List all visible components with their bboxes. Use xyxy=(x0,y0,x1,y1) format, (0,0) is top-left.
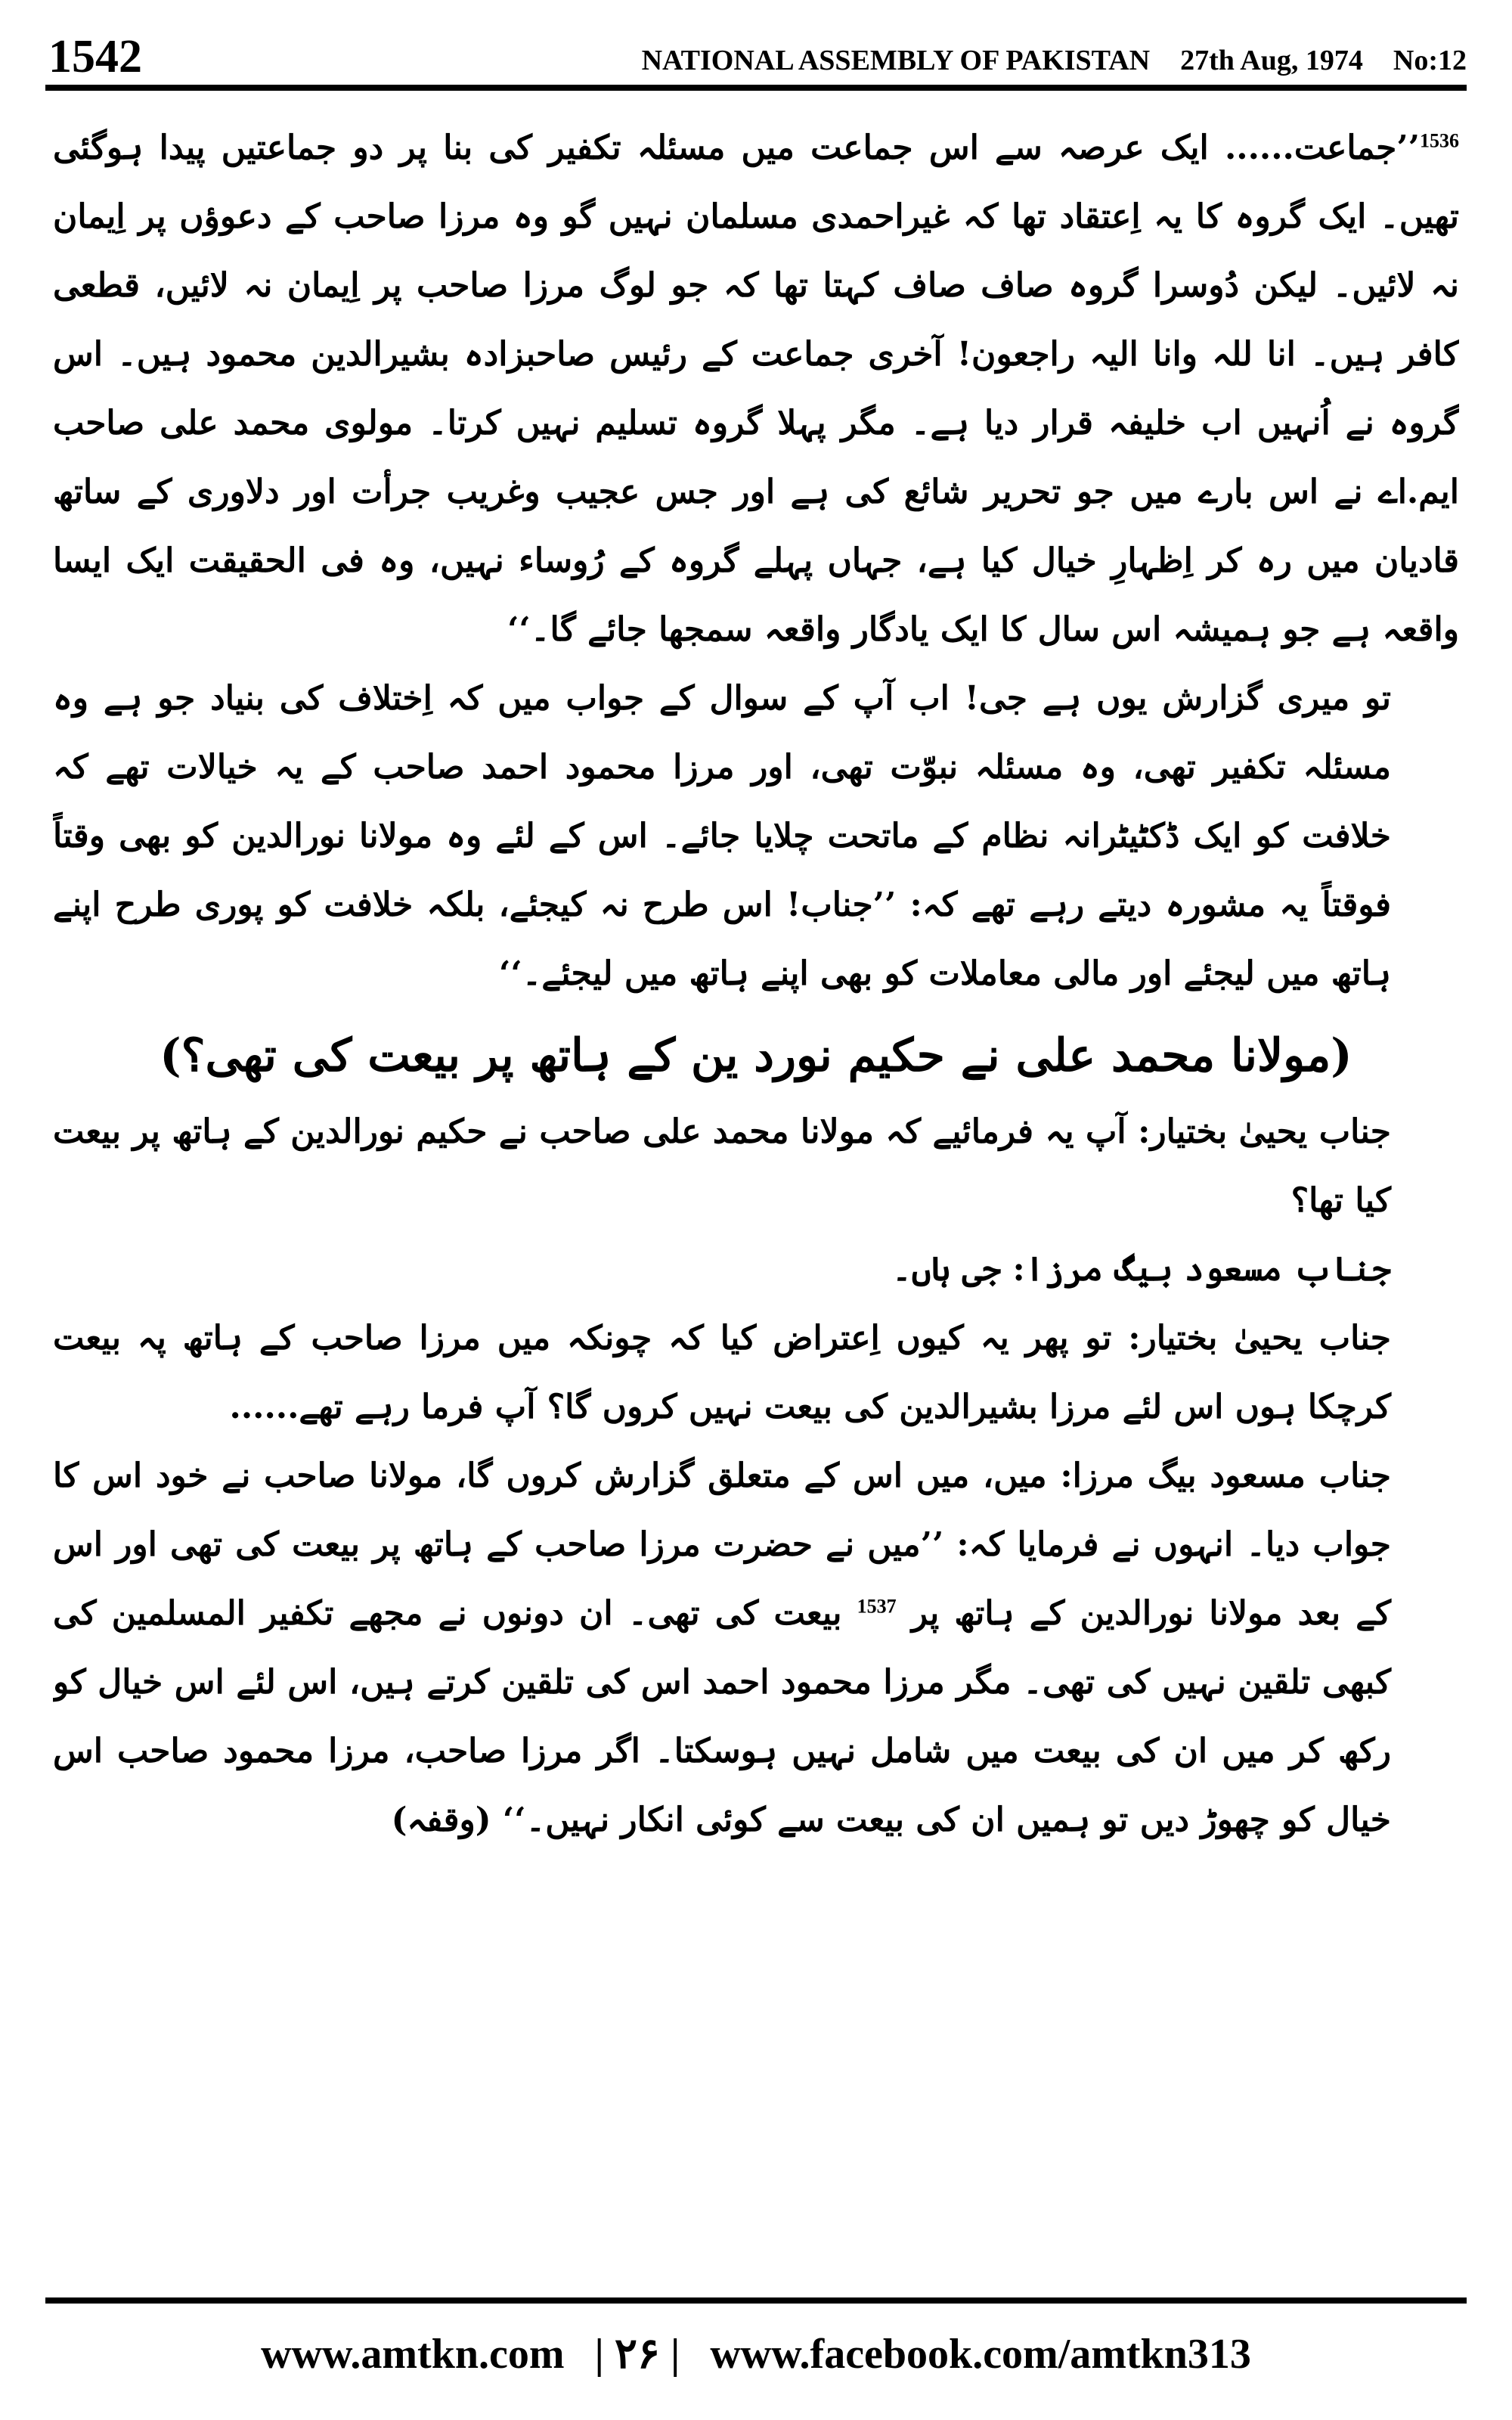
speaker-masood-baig-mirza-2: جناب مسعود بیگ مرزا: xyxy=(1060,1457,1391,1495)
answer-1 xyxy=(53,1235,1459,1304)
speaker-masood-baig-mirza-1: جناب مسعود بیگ مرزا: xyxy=(1012,1250,1391,1289)
answer-2-text-part-1: میں، میں اس کے متعلق گزارش کروں گا، مولانا صاحب نے خود اس کا جواب دیا۔ انہوں نے فرمایا کہ: ’’میں نے حضرت مرزا صاحب کے ہاتھ پر بیعت کی تھی اور اس کے بعد مولانا نورالدین کے ہاتھ پر xyxy=(53,1457,1391,1633)
answer-1-text: جی ہاں۔ xyxy=(891,1250,1013,1289)
running-head xyxy=(408,44,1467,77)
question-1 xyxy=(53,1097,1459,1235)
question-2-text: تو پھر یہ کیوں اِعتراض کیا کہ چونکہ میں مرزا صاحب کے ہاتھ پہ بیعت کرچکا ہوں اس لئے مرزا بشیرالدین کی بیعت نہیں کروں گا؟ آپ فرما رہے تھے...... xyxy=(53,1319,1391,1426)
header-issue: No:12 xyxy=(1393,45,1467,76)
footnote-marker-1536: 1536 xyxy=(1420,129,1459,152)
footer-page-marker: | ۲۶ | xyxy=(594,2331,680,2378)
header-title: NATIONAL ASSEMBLY OF PAKISTAN xyxy=(641,45,1151,76)
question-1-text: آپ یہ فرمائیے کہ مولانا محمد علی صاحب نے حکیم نورالدین کے ہاتھ پر بیعت کیا تھا؟ xyxy=(53,1112,1391,1220)
footer-website-link[interactable]: www.amtkn.com xyxy=(261,2330,565,2378)
answer-2 xyxy=(53,1441,1459,1854)
page-body xyxy=(53,113,1459,2276)
page-number: 1542 xyxy=(48,31,142,82)
quote-paragraph-1-text: ’’جماعت...... ایک عرصہ سے اس جماعت میں مسئلہ تکفیر کی بنا پر دو جماعتیں پیدا ہوگئی تھیں۔ ایک گروہ کا یہ اِعتقاد تھا کہ غیراحمدی مسلمان نہیں گو وہ مرزا صاحب کے دعوؤں پر اِیمان نہ لائیں۔ لیکن دُوسرا گروہ صاف صاف کہتا تھا کہ جو لوگ مرزا صاحب پر اِیمان نہ لائیں، قطعی کافر ہیں۔ انا للہ وانا الیہ راجعون! آخری جماعت کے رئیس صاحبزادہ بشیرالدین محمود ہیں۔ اس گروہ نے اُنہیں اب خلیفہ قرار دیا ہے۔ مگر پہلا گروہ تسلیم نہیں کرتا۔ مولوی محمد علی صاحب ایم.اے نے اس بارے میں جو تحریر شائع کی ہے اور جس عجیب وغریب جرأت اور دلاوری کے ساتھ قادیان میں رہ کر اِظہارِ خیال کیا ہے، جہاں پہلے گروہ کے رُوساء نہیں، وہ فی الحقیقت ایک ایسا واقعہ ہے جو ہمیشہ اس سال کا ایک یادگار واقعہ سمجھا جائے گا۔‘‘ xyxy=(53,129,1459,649)
quote-paragraph-1 xyxy=(53,113,1459,664)
speaker-yahya-bakhtiar-2: جناب یحییٰ بختیار: xyxy=(1128,1319,1391,1357)
speaker-yahya-bakhtiar-1: جناب یحییٰ بختیار: xyxy=(1138,1112,1392,1151)
question-2 xyxy=(53,1304,1459,1441)
footer-facebook-link[interactable]: www.facebook.com/amtkn313 xyxy=(710,2330,1251,2378)
top-rule xyxy=(45,85,1467,91)
header-date: 27th Aug, 1974 xyxy=(1180,45,1363,76)
section-heading: (مولانا محمد علی نے حکیم نورد ین کے ہاتھ پر بیعت کی تھی؟) xyxy=(160,1029,1352,1082)
paragraph-2: تو میری گزارش یوں ہے جی! اب آپ کے سوال کے جواب میں کہ اِختلاف کی بنیاد جو ہے وہ مسئلہ تکفیر تھی، وہ مسئلہ نبوّت تھی، اور مرزا محمود احمد صاحب کے یہ خیالات تھے کہ خلافت کو ایک ڈکٹیٹرانہ نظام کے ماتحت چلایا جائے۔ اس کے لئے وہ مولانا نورالدین کو بھی وقتاً فوقتاً یہ مشورہ دیتے رہے تھے کہ: ’’جناب! اس طرح نہ کیجئے، بلکہ خلافت کو پوری طرح اپنے ہاتھ میں لیجئے اور مالی معاملات کو بھی اپنے ہاتھ میں لیجئے۔‘‘ xyxy=(53,679,1391,993)
bottom-rule xyxy=(45,2297,1467,2304)
footnote-marker-1537: 1537 xyxy=(857,1595,897,1618)
footer xyxy=(45,2329,1467,2378)
answer-2-text-part-2: بیعت کی تھی۔ ان دونوں نے مجھے تکفیر المسلمین کی کبھی تلقین نہیں کی تھی۔ مگر مرزا محمود احمد اس کی تلقین کرتے ہیں، اس لئے اس خیال کو رکھ کر میں ان کی بیعت میں شامل نہیں ہوسکتا۔ اگر مرزا صاحب، مرزا محمود صاحب اس خیال کو چھوڑ دیں تو ہمیں ان کی بیعت سے کوئی انکار نہیں۔‘‘ (وقفہ) xyxy=(53,1594,1391,1839)
